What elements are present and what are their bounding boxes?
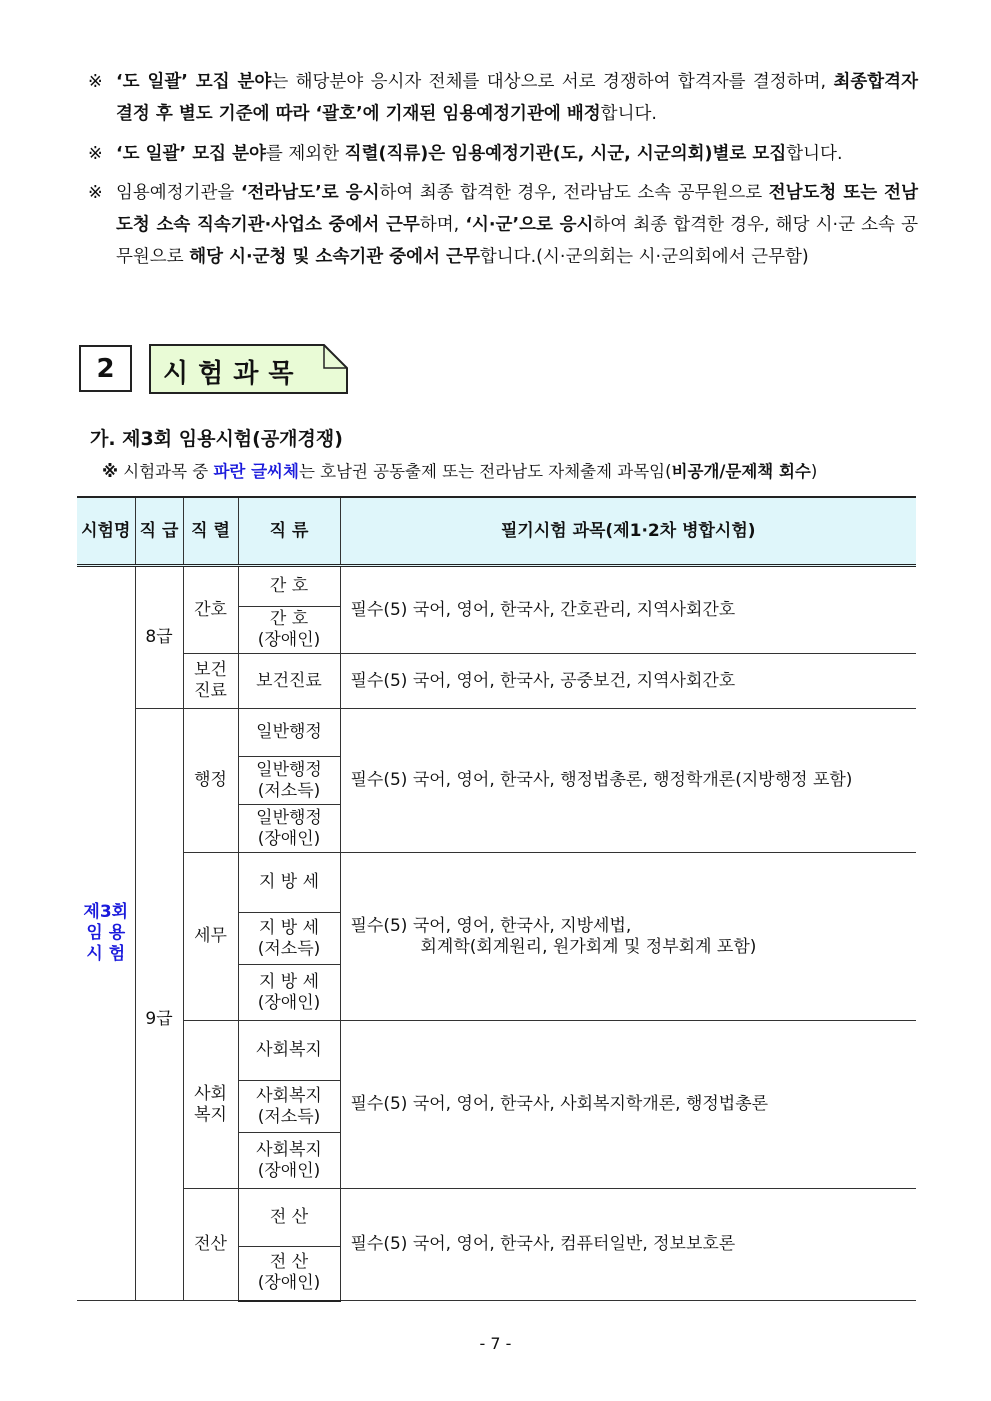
section-title-box xyxy=(149,344,349,394)
series-cell: 행정 xyxy=(183,709,238,853)
series-line: 복지 xyxy=(194,1104,227,1125)
field-line: 전 산 xyxy=(269,1252,309,1273)
subjects-cell: 필수(5) 국어, 영어, 한국사, 사회복지학개론, 행정법총론 xyxy=(340,1021,916,1189)
field-cell xyxy=(238,1081,340,1133)
field-line: (장애인) xyxy=(257,630,321,650)
field-line: 일반행정 xyxy=(256,759,322,780)
table-row xyxy=(77,709,916,757)
subjects-cell: 필수(5) 국어, 영어, 한국사, 간호관리, 지역사회간호 xyxy=(340,566,916,654)
note-mark: ※ xyxy=(102,462,119,481)
field-line: (장애인) xyxy=(257,992,321,1013)
note-text: 하며, xyxy=(419,215,466,235)
note-1 xyxy=(88,66,918,130)
subjects-cell xyxy=(340,853,916,1021)
subjects-line: 필수(5) 국어, 영어, 한국사, 지방세법, xyxy=(350,915,632,936)
field-cell xyxy=(238,805,340,853)
series-line: 진료 xyxy=(194,681,227,701)
field-cell xyxy=(238,757,340,805)
exam-name-line: 시 험 xyxy=(86,944,126,964)
exam-name-line: 임 용 xyxy=(86,923,126,943)
note-bold-text: 비공개/문제책 회수 xyxy=(671,462,811,481)
note-blue-text: 파란 글씨체 xyxy=(213,462,299,481)
field-line: (저소득) xyxy=(257,938,321,959)
note-mark: ※ xyxy=(88,183,103,203)
field-line: (장애인) xyxy=(257,1160,321,1181)
note-text: 는 호남권 공동출제 또는 전라남도 자체출제 과목임( xyxy=(298,462,672,481)
series-cell: 간호 xyxy=(183,566,238,654)
note-text: 시험과목 중 xyxy=(123,462,214,481)
note-2 xyxy=(88,138,918,170)
series-cell xyxy=(183,1021,238,1189)
note-text: ) xyxy=(810,462,818,481)
note-text: ‘도 일괄’ 모집 분야 xyxy=(116,144,266,164)
subjects-cell: 필수(5) 국어, 영어, 한국사, 공중보건, 지역사회간호 xyxy=(340,654,916,709)
series-cell: 세무 xyxy=(183,853,238,1021)
note-body xyxy=(116,66,918,130)
field-cell: 전 산 xyxy=(238,1189,340,1247)
exam-name-cell xyxy=(77,566,135,1301)
field-line: 지 방 세 xyxy=(258,971,320,992)
subjects-cell: 필수(5) 국어, 영어, 한국사, 컴퓨터일반, 정보보호론 xyxy=(340,1189,916,1301)
series-cell: 전산 xyxy=(183,1189,238,1301)
header-exam: 시험명 xyxy=(77,497,135,566)
subsection-heading: 가. 제3회 임용시험(공개경쟁) xyxy=(90,428,343,450)
note-text: 를 제외한 xyxy=(265,144,345,164)
field-line: 일반행정 xyxy=(256,807,322,828)
subjects-line: 회계학(회계원리, 원가회계 및 정부회계 포함) xyxy=(420,936,757,957)
header-field: 직 류 xyxy=(238,497,340,566)
note-text: 해당 시·군청 및 소속기관 중에서 근무 xyxy=(189,247,480,267)
exam-name-line: 제3회 xyxy=(83,902,129,922)
field-cell: 간 호 xyxy=(238,566,340,607)
note-text: 직렬(직류)은 임용예정기관(도, 시군, 시군의회)별로 모집 xyxy=(344,144,787,164)
field-cell xyxy=(238,965,340,1021)
field-line: (장애인) xyxy=(257,828,321,849)
note-text: 전남도청 또는 전남도청 소속 직속기관·사업소 중에서 근무 xyxy=(116,183,918,235)
note-text: 하여 최종 합격한 경우, 전라남도 소속 공무원으로 xyxy=(379,183,769,203)
field-line: (저소득) xyxy=(257,780,321,801)
note-text: ‘시·군’으로 응시 xyxy=(465,215,594,235)
field-cell: 보건진료 xyxy=(238,654,340,709)
table-row xyxy=(77,853,916,913)
field-cell xyxy=(238,607,340,654)
note-mark: ※ xyxy=(88,72,103,92)
field-cell: 일반행정 xyxy=(238,709,340,757)
table-row xyxy=(77,654,916,709)
note-text: ‘도 일괄’ 모집 분야 xyxy=(116,72,272,92)
section-title: 시험과목 xyxy=(163,359,304,389)
note-text: 하여 최종 합격한 경우, 해당 시·군 소속 공무원으로 xyxy=(116,215,919,267)
note-body xyxy=(116,138,918,170)
series-line: 사회 xyxy=(194,1083,227,1104)
field-cell: 지 방 세 xyxy=(238,853,340,913)
field-line: 지 방 세 xyxy=(258,917,320,938)
field-cell xyxy=(238,913,340,965)
field-line: 사회복지 xyxy=(256,1085,322,1106)
note-text: 합니다. xyxy=(786,144,843,164)
note-body xyxy=(116,177,918,273)
table-row xyxy=(77,1021,916,1081)
field-line: (저소득) xyxy=(257,1106,321,1127)
field-cell xyxy=(238,1247,340,1301)
subjects-cell: 필수(5) 국어, 영어, 한국사, 행정법총론, 행정학개론(지방행정 포함) xyxy=(340,709,916,853)
table-row xyxy=(77,566,916,607)
exam-subjects-table xyxy=(77,496,916,1302)
series-cell xyxy=(183,654,238,709)
section-number: 2 xyxy=(79,345,132,392)
note-text: 는 해당분야 응시자 전체를 대상으로 서로 경쟁하여 합격자를 결정하며, xyxy=(271,72,834,92)
field-line: (장애인) xyxy=(257,1273,321,1294)
grade-cell: 9급 xyxy=(135,709,183,1301)
note-text: 합니다. xyxy=(600,104,657,124)
table-header-row xyxy=(77,497,916,566)
field-line: 사회복지 xyxy=(256,1139,322,1160)
page-number: - 7 - xyxy=(479,1334,512,1353)
field-line: 간 호 xyxy=(269,609,309,629)
subject-note xyxy=(102,458,817,482)
field-cell: 사회복지 xyxy=(238,1021,340,1081)
note-mark: ※ xyxy=(88,144,103,164)
note-text: 임용예정기관을 xyxy=(116,183,241,203)
series-line: 보건 xyxy=(194,660,227,680)
header-subjects: 필기시험 과목(제1·2차 병합시험) xyxy=(340,497,916,566)
note-text: 합니다.(시·군의회는 시·군의회에서 근무함) xyxy=(479,247,809,267)
field-cell xyxy=(238,1133,340,1189)
note-3 xyxy=(88,177,918,273)
header-series: 직 렬 xyxy=(183,497,238,566)
header-grade: 직 급 xyxy=(135,497,183,566)
table-row xyxy=(77,1189,916,1247)
grade-cell: 8급 xyxy=(135,566,183,709)
note-text: 최종합격자 결정 후 별도 기준에 따라 ‘괄호’에 기재된 임용예정기관에 배정 xyxy=(116,72,918,124)
note-text: ‘전라남도’로 응시 xyxy=(240,183,380,203)
